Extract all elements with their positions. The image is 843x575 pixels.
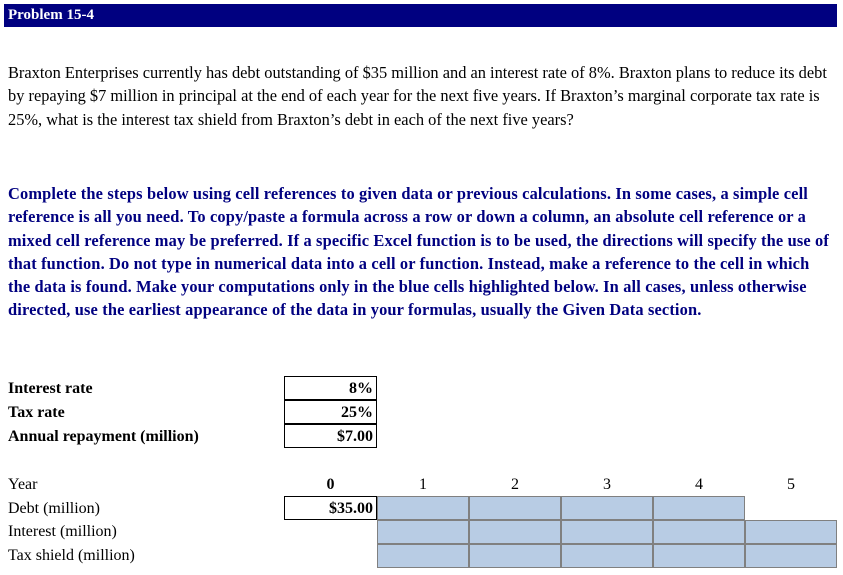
tax-shield-year-2-cell[interactable] — [469, 544, 561, 568]
year-1-header: 1 — [419, 476, 427, 493]
tax-rate-label: Tax rate — [8, 404, 65, 421]
instructions-text: Complete the steps below using cell references to given data or previous calculations. In some cases, a simple cell reference is all you need. To copy/paste a formula across a row or down a column, an absolute cell reference or a mixed cell reference may be preferred. If a specific Excel function is to be used, the directions will specify the use of that function. Do not type in numerical data into a cell or function. Instead, make a reference to the cell in which the data is found. Make your computations only in the blue cells highlighted below. In all cases, unless otherwise directed, use the earliest appearance of the data in your formulas, usually the Given Data section. — [8, 184, 830, 320]
tax-shield-year-4-cell[interactable] — [653, 544, 745, 568]
interest-year-4-cell[interactable] — [653, 520, 745, 544]
debt-year-1-cell[interactable] — [377, 496, 469, 520]
interest-label: Interest (million) — [8, 523, 117, 540]
year-label: Year — [8, 476, 38, 493]
interest-rate-cell[interactable]: 8% — [284, 376, 377, 400]
problem-title-bar: Problem 15-4 — [4, 4, 837, 27]
year-5-header: 5 — [787, 476, 795, 493]
debt-label: Debt (million) — [8, 500, 100, 517]
interest-year-3-cell[interactable] — [561, 520, 653, 544]
year-4-header: 4 — [695, 476, 703, 493]
debt-year-2-cell[interactable] — [469, 496, 561, 520]
problem-description: Braxton Enterprises currently has debt outstanding of $35 million and an interest rate of 8%. Braxton plans to reduce its debt by repaying $7 million in principal at the end of each year for the next five years. If Braxton’s marginal corporate tax rate is 25%, what is the interest tax shield from Braxton’s debt in each of the next five years? — [8, 63, 827, 129]
tax-shield-year-5-cell[interactable] — [745, 544, 837, 568]
annual-repayment-cell[interactable]: $7.00 — [284, 424, 377, 448]
tax-shield-year-3-cell[interactable] — [561, 544, 653, 568]
interest-year-2-cell[interactable] — [469, 520, 561, 544]
debt-year-4-cell[interactable] — [653, 496, 745, 520]
tax-shield-label: Tax shield (million) — [8, 547, 135, 564]
year-3-header: 3 — [603, 476, 611, 493]
debt-year-0-cell[interactable]: $35.00 — [284, 496, 377, 520]
interest-year-1-cell[interactable] — [377, 520, 469, 544]
interest-rate-label: Interest rate — [8, 380, 93, 397]
debt-year-3-cell[interactable] — [561, 496, 653, 520]
tax-shield-year-1-cell[interactable] — [377, 544, 469, 568]
year-0-header: 0 — [326, 476, 335, 493]
annual-repayment-label: Annual repayment (million) — [8, 428, 199, 445]
year-2-header: 2 — [511, 476, 519, 493]
tax-rate-cell[interactable]: 25% — [284, 400, 377, 424]
interest-year-5-cell[interactable] — [745, 520, 837, 544]
